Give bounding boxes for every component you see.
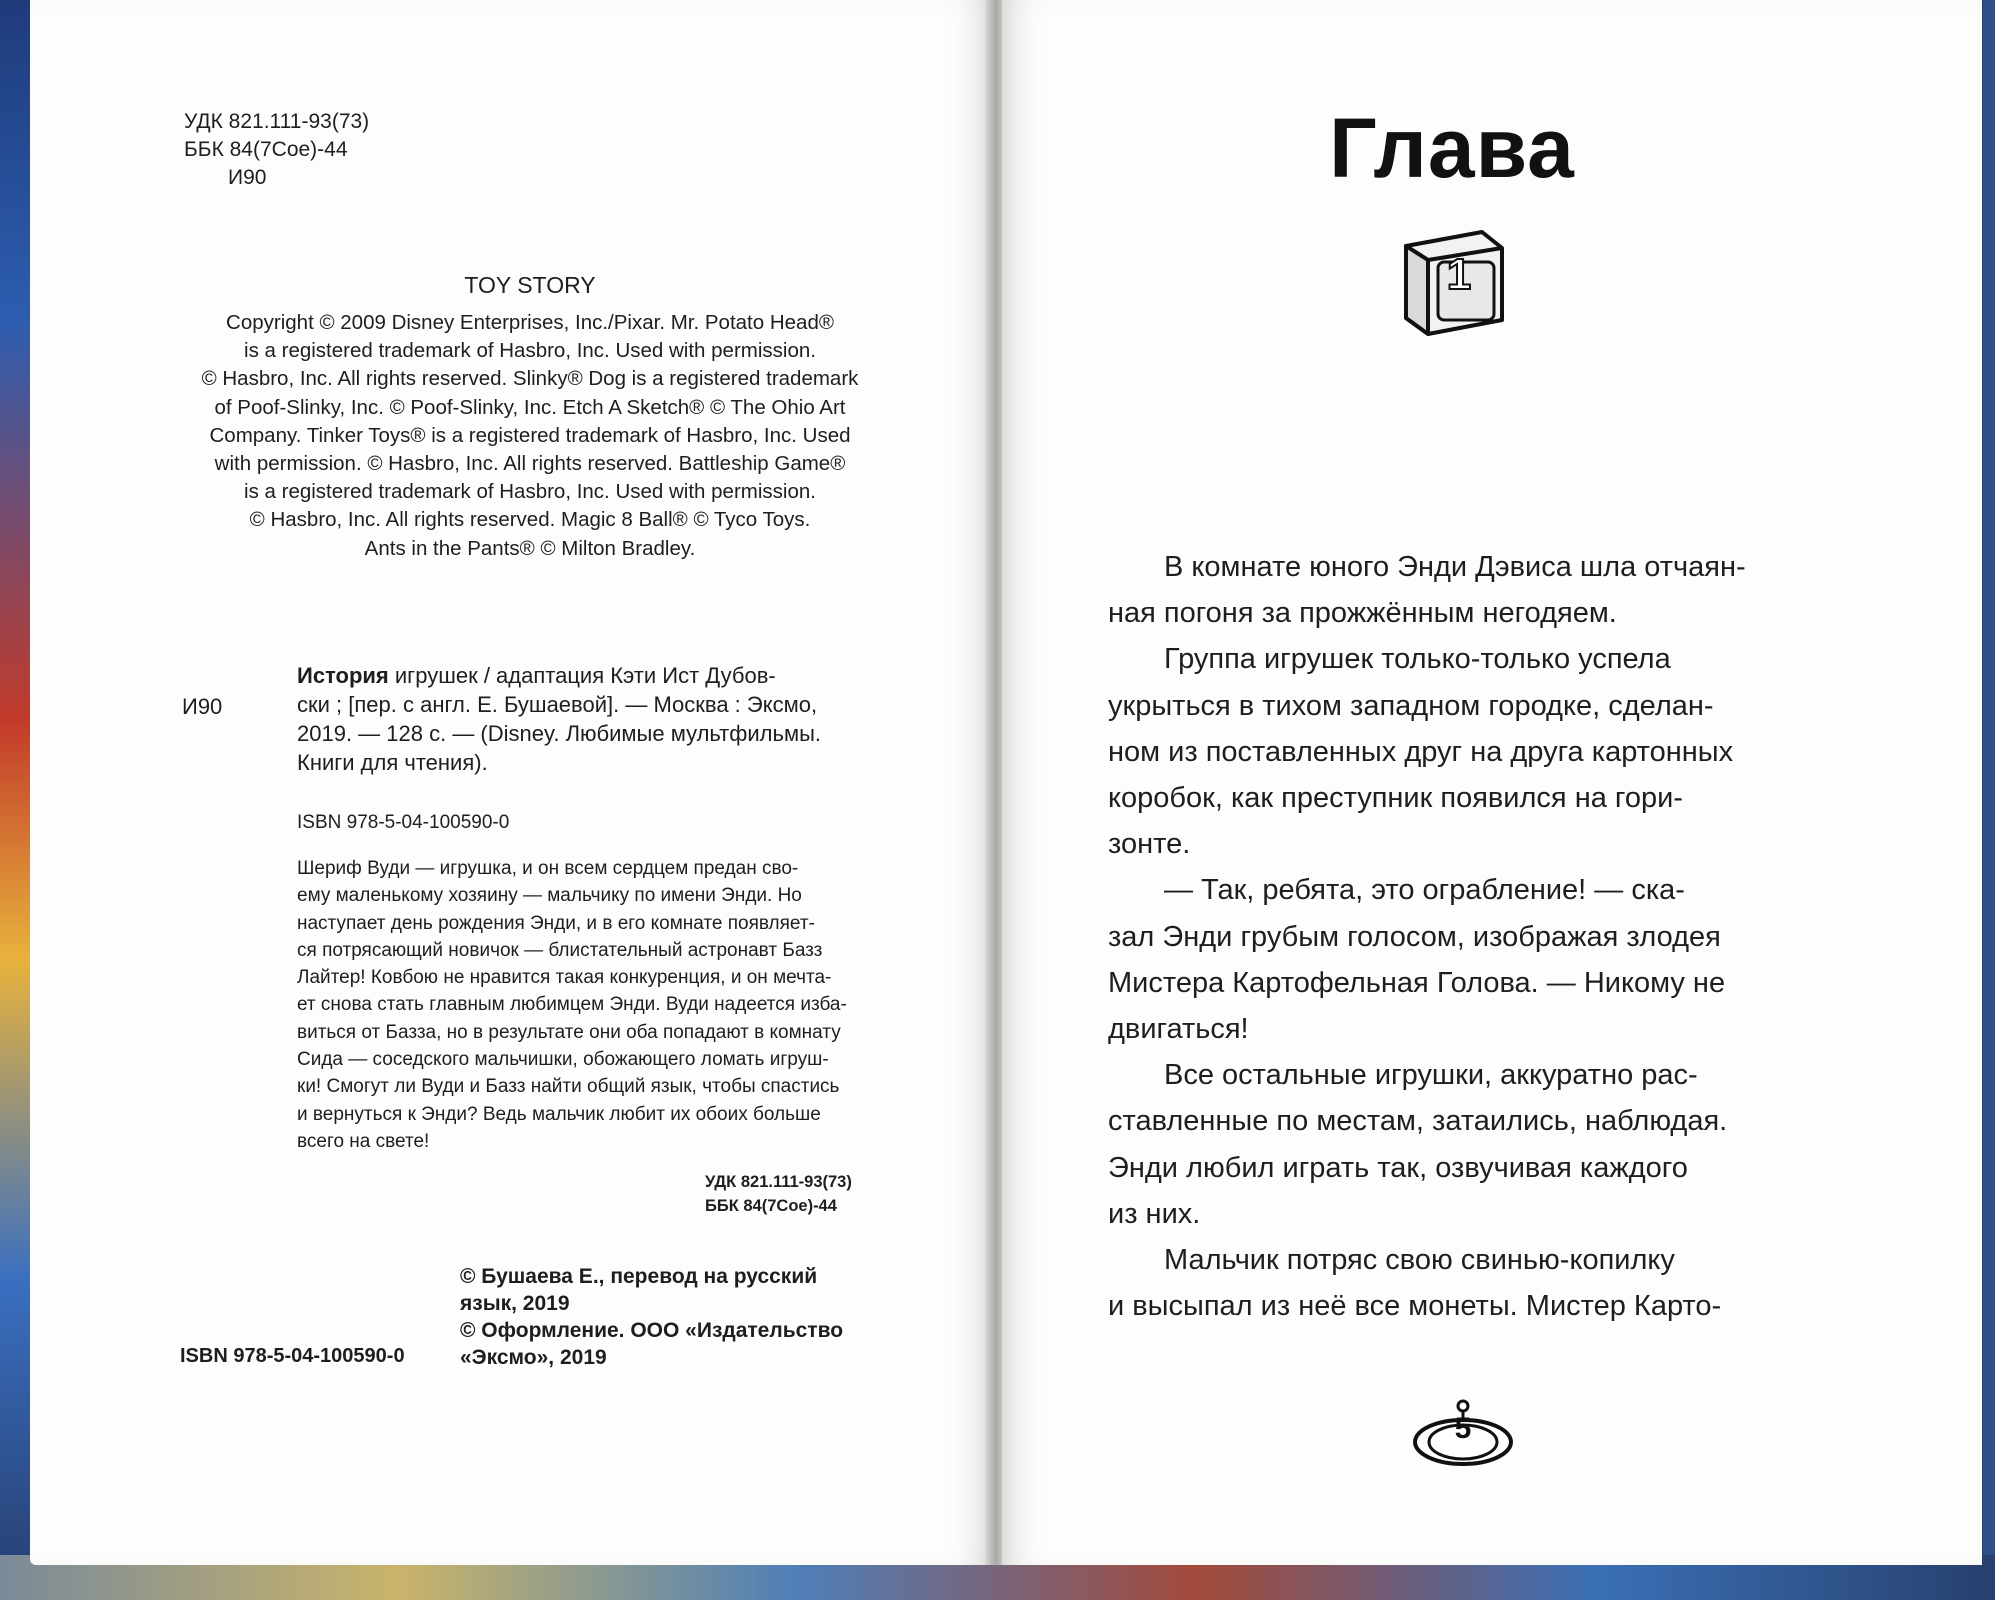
text-line: Энди любил играть так, озвучивая каждого bbox=[1108, 1151, 1688, 1184]
catalog-card-index: И90 bbox=[182, 694, 223, 719]
annotation-line: ему маленькому хозяину — мальчику по имени Энди. Но bbox=[297, 885, 802, 907]
bib-line: Книги для чтения). bbox=[297, 750, 488, 775]
copyright-title: TOY STORY bbox=[464, 272, 596, 298]
bibliographic-record bbox=[297, 661, 887, 777]
annotation-line: и вернуться к Энди? Ведь мальчик любит их обоих больше bbox=[297, 1103, 821, 1125]
text-line: коробок, как преступник появился на гори- bbox=[1108, 782, 1683, 815]
bib-line bbox=[297, 661, 887, 690]
copyright-owner-line: © Оформление. ООО «Издательство bbox=[460, 1319, 844, 1342]
text-line: В комнате юного Энди Дэвиса шла отчаян- bbox=[1164, 551, 1746, 583]
copyright-line: with permission. © Hasbro, Inc. All rights reserved. Battleship Game® bbox=[214, 452, 846, 476]
text-line: Группа игрушек только-только успела bbox=[1164, 643, 1671, 676]
annotation-line: Лайтер! Ковбою не нравится такая конкуренция, и он мечта- bbox=[297, 967, 832, 989]
copyright-line: © Hasbro, Inc. All rights reserved. Magic 8 Ball® © Tyco Toys. bbox=[249, 508, 811, 532]
annotation-line: Сида — соседского мальчишки, обожающего ломать игруш- bbox=[297, 1049, 829, 1071]
udk-code: УДК 821.111-93(73) bbox=[705, 1173, 852, 1191]
copyright-owner-line: © Бушаева Е., перевод на русский bbox=[460, 1265, 818, 1288]
text-line: ном из поставленных друг на друга картонных bbox=[1108, 735, 1734, 768]
annotation-line: виться от Базза, но в результате они оба попадают в комнату bbox=[297, 1021, 841, 1043]
copyright-line: is a registered trademark of Hasbro, Inc. Used with permission. bbox=[244, 339, 816, 363]
chapter-title: Глава bbox=[1329, 101, 1575, 195]
annotation-line: ет снова стать главным любимцем Энди. Вуди надеется изба- bbox=[297, 994, 847, 1016]
copyright-line: of Poof-Slinky, Inc. © Poof-Slinky, Inc. Etch A Sketch® © The Ohio Art bbox=[214, 395, 846, 419]
copyright-owner-line: «Эксмо», 2019 bbox=[460, 1346, 607, 1369]
copyright-line: Copyright © 2009 Disney Enterprises, Inc./Pixar. Mr. Potato Head® bbox=[226, 311, 834, 334]
bbk-code: ББК 84(7Сое)-44 bbox=[184, 138, 348, 161]
text-line: Мистера Картофельная Голова. — Никому не bbox=[1108, 966, 1726, 999]
toy-block-icon bbox=[1398, 228, 1506, 338]
udk-bbk-header bbox=[184, 108, 369, 192]
bbk-code: ББК 84(7Сое)-44 bbox=[705, 1197, 837, 1215]
text-line: ная погоня за прожжённым негодяем. bbox=[1108, 597, 1617, 630]
annotation-line: ся потрясающий новичок — блистательный астронавт Базз bbox=[297, 939, 823, 961]
annotation bbox=[297, 855, 887, 1155]
bib-title: История bbox=[297, 663, 389, 688]
bib-title-rest: игрушек / адаптация Кэти Ист Дубов- bbox=[388, 663, 776, 688]
text-line: Все остальные игрушки, аккуратно рас- bbox=[1164, 1059, 1698, 1092]
annotation-line: ки! Смогут ли Вуди и Базз найти общий язык, чтобы спастись bbox=[297, 1076, 840, 1098]
copyright-line: is a registered trademark of Hasbro, Inc. Used with permission. bbox=[244, 480, 816, 504]
chapter-number: 1 bbox=[1446, 250, 1472, 299]
chapter-text bbox=[1108, 544, 1812, 1329]
copyright-line: Ants in the Pants® © Milton Bradley. bbox=[364, 536, 696, 560]
bib-line: 2019. — 128 с. — (Disney. Любимые мультфильмы. bbox=[297, 721, 821, 746]
text-line: ставленные по местам, затаились, наблюдая. bbox=[1108, 1105, 1728, 1138]
udk-bbk-footer bbox=[705, 1170, 852, 1218]
copyright-notice bbox=[130, 309, 930, 563]
text-line: зонте. bbox=[1108, 828, 1191, 861]
author-index-code: И90 bbox=[228, 166, 267, 189]
text-line: из них. bbox=[1108, 1197, 1201, 1230]
isbn-in-record: ISBN 978-5-04-100590-0 bbox=[297, 812, 510, 833]
annotation-line: всего на свете! bbox=[297, 1130, 430, 1152]
book-cover-edge-right bbox=[1983, 0, 1995, 1600]
text-line: и высыпал из неё все монеты. Мистер Карто- bbox=[1108, 1290, 1722, 1323]
isbn-bold: ISBN 978-5-04-100590-0 bbox=[180, 1345, 405, 1367]
text-line: — Так, ребята, это ограбление! — ска- bbox=[1164, 874, 1685, 907]
text-line: Мальчик потряс свою свинью-копилку bbox=[1164, 1244, 1675, 1277]
copyright-owner-line: язык, 2019 bbox=[460, 1292, 570, 1315]
copyright-line: © Hasbro, Inc. All rights reserved. Slinky® Dog is a registered trademark bbox=[201, 367, 859, 391]
annotation-line: Шериф Вуди — игрушка, и он всем сердцем предан сво- bbox=[297, 858, 799, 879]
text-line: двигаться! bbox=[1108, 1013, 1249, 1046]
copyright-owners bbox=[460, 1263, 843, 1371]
page-number-badge bbox=[1408, 1398, 1518, 1468]
text-line: зал Энди грубым голосом, изображая злодея bbox=[1108, 920, 1721, 953]
bib-line: ски ; [пер. с англ. Е. Бушаевой]. — Москва : Эксмо, bbox=[297, 692, 818, 717]
copyright-line: Company. Tinker Toys® is a registered trademark of Hasbro, Inc. Used bbox=[209, 423, 851, 447]
page-number: 5 bbox=[1454, 1412, 1472, 1445]
udk-code: УДК 821.111-93(73) bbox=[184, 110, 370, 133]
text-line: укрыться в тихом западном городке, сделан- bbox=[1108, 689, 1714, 722]
annotation-line: наступает день рождения Энди, и в его комнате появляет- bbox=[297, 912, 815, 934]
